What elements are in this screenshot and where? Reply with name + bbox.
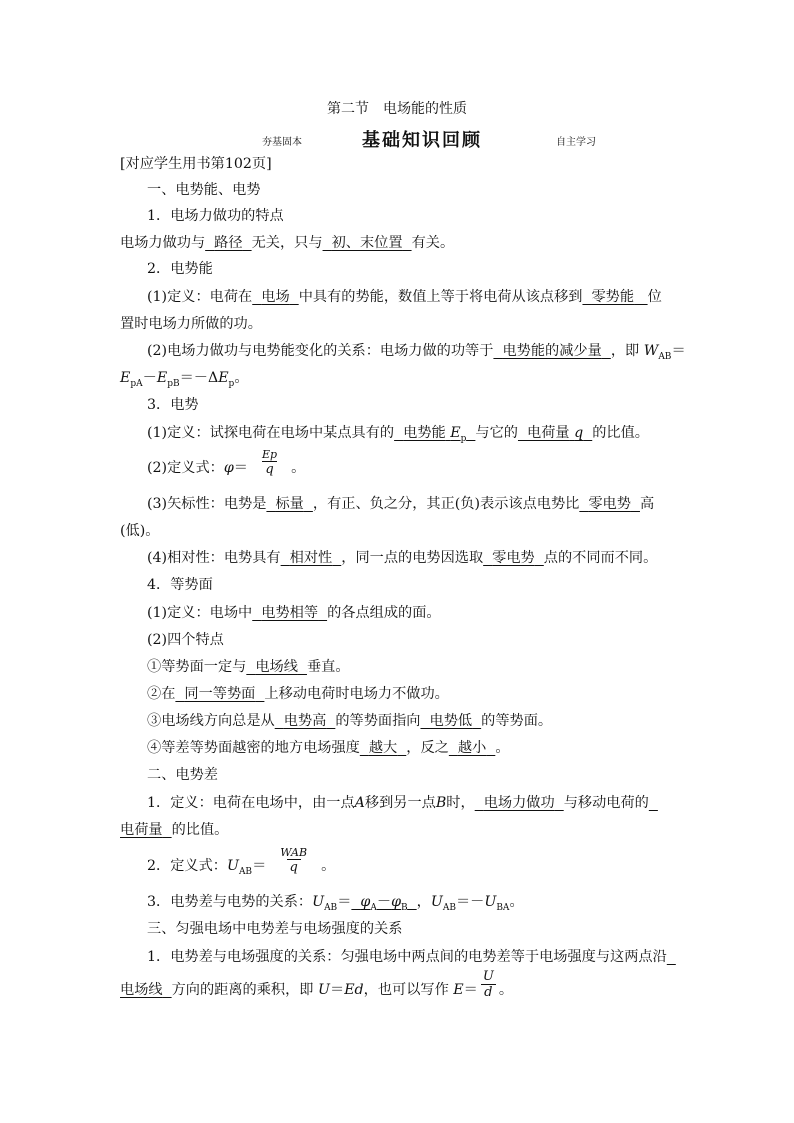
fraction-ep-over-q: $\frac{Ep}{q}$ — [262, 448, 278, 477]
subheading-potential: 3．电势 — [147, 397, 199, 413]
subheading-potential-energy: 2．电势能 — [147, 261, 213, 277]
line-field-relation-cont: 电场线 方向的距离的乘积，即 U＝Ed，也可以写作 E＝ $\frac{U}{d}$ 。 — [120, 969, 514, 1000]
line-work-pe-formula: $E_{pA}-E_{pB}=-\Delta E_p$。 — [120, 370, 249, 389]
banner-left-label: 夯基固本 — [262, 137, 302, 148]
textbook-reference: [对应学生用书第102页] — [120, 156, 272, 172]
fraction-u-over-d: $\frac{U}{d}$ — [482, 969, 494, 1000]
line-potential-formula: (2)定义式：φ＝ $\frac{Ep}{q}$ 。 — [147, 448, 306, 477]
line-feature-1: ①等势面一定与 电场线 垂直。 — [147, 659, 350, 675]
line-potential-definition: (1)定义：试探电荷在电场中某点具有的 电势能 $E_p$ 与它的 电荷量 q 的比值。 — [147, 425, 649, 444]
line-scalar: (3)矢标性：电势是 标量 ，有正、负之分，其正(负)表示该点电势比 零电势 高 — [147, 496, 655, 512]
heading-potential-difference: 二、电势差 — [147, 767, 218, 783]
banner-right-label: 自主学习 — [556, 137, 596, 148]
line-feature-2: ②在 同一等势面 上移动电荷时电场力不做功。 — [147, 686, 449, 702]
subheading-work: 1．电场力做功的特点 — [147, 208, 284, 224]
line-equipotential-definition: (1)定义：电场中 电势相等 的各点组成的面。 — [147, 605, 441, 621]
section-title: 第二节 电场能的性质 — [327, 101, 467, 117]
line-four-features: (2)四个特点 — [147, 632, 224, 648]
banner-main-heading: 基础知识回顾 — [362, 130, 482, 151]
line-work-feature: 电场力做功与 路径 无关，只与 初、末位置 有关。 — [120, 235, 455, 251]
line-field-relation: 1．电势差与电场强度的关系：匀强电场中两点间的电势差等于电场强度与这两点沿 — [147, 949, 667, 965]
line-pd-formula: 2．定义式：$U_{AB}=$ $\frac{\text{WAB}}{q}$ 。 — [147, 846, 336, 877]
heading-uniform-field: 三、匀强电场中电势差与电场强度的关系 — [147, 921, 403, 937]
line-scalar-cont: (低)。 — [120, 523, 160, 539]
fraction-wab-over-q: $\frac{\text{WAB}}{q}$ — [280, 846, 308, 875]
subheading-equipotential: 4．等势面 — [147, 577, 213, 593]
line-pd-definition: 1．定义：电荷在电场中，由一点A移到另一点B时， 电场力做功 与移动电荷的 — [147, 795, 649, 811]
line-pd-potential-relation: 3．电势差与电势的关系：$U_{AB}= \varphi_A-\varphi_B$ ，$U_{AB}=-U_{BA}$。 — [147, 894, 524, 913]
line-pe-definition-cont: 置时电场力所做的功。 — [120, 316, 262, 332]
line-relativity: (4)相对性：电势具有 相对性 ，同一点的电势因选取 零电势 点的不同而不同。 — [147, 550, 658, 566]
line-pe-definition: (1)定义：电荷在 电场 中具有的势能，数值上等于将电荷从该点移到 零势能 位 — [147, 289, 662, 305]
line-feature-3: ③电场线方向总是从 电势高 的等势面指向 电势低 的等势面。 — [147, 713, 553, 729]
line-pd-definition-cont: 电荷量 的比值。 — [120, 822, 229, 838]
heading-potential-energy: 一、电势能、电势 — [147, 182, 261, 198]
line-work-pe-relation: (2)电场力做功与电势能变化的关系：电场力做的功等于 电势能的减少量 ，即 $W_{AB}=$ — [147, 343, 686, 362]
line-feature-4: ④等差等势面越密的地方电场强度 越大 ，反之 越小 。 — [147, 740, 510, 756]
